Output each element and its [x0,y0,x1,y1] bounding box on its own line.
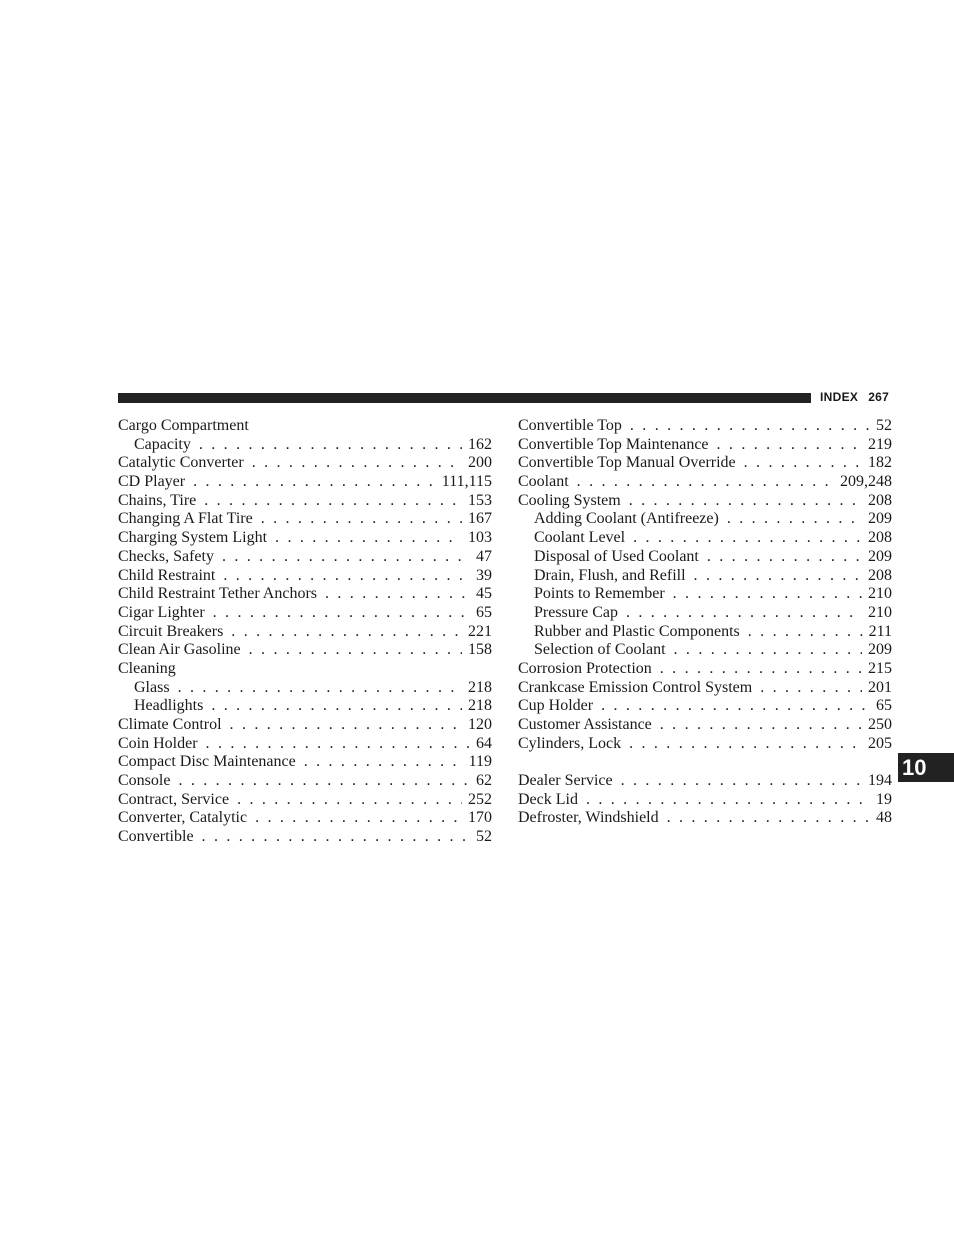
dot-leader [601,697,870,716]
entry-page: 39 [476,566,492,584]
entry-label: Convertible Top Maintenance [518,435,709,453]
entry-label: Converter, Catalytic [118,809,248,827]
entry-label: Cargo Compartment [118,417,249,434]
index-column-right [518,417,892,828]
dot-leader [748,623,863,642]
dot-leader [325,585,470,604]
index-entry [518,660,892,679]
dot-leader [304,753,463,772]
index-entry [118,716,492,735]
entry-page: 52 [476,828,492,846]
entry-page: 221 [468,622,492,640]
entry-label: Cleaning [118,659,176,677]
index-entry [518,791,892,810]
dot-leader [193,473,436,492]
entry-label: Child Restraint [118,566,216,584]
index-subentry [518,641,892,660]
entry-label: Changing A Flat Tire [118,510,253,528]
dot-leader [586,791,870,810]
entry-label: Corrosion Protection [518,659,652,677]
index-entry [518,697,892,716]
entry-label: Console [118,772,171,790]
entry-page: 47 [476,547,492,565]
dot-leader [621,772,862,791]
entry-label: Climate Control [118,716,222,733]
dot-leader [237,791,462,810]
entry-page: 209 [868,641,892,659]
entry-label: Defroster, Windshield [518,809,659,827]
entry-page: 167 [468,510,492,528]
index-subentry [518,604,892,623]
dot-leader [178,679,462,698]
index-entry [118,454,492,473]
entry-label: Compact Disc Maintenance [118,753,296,771]
entry-page: 65 [876,697,892,715]
dot-leader [275,529,462,548]
index-entry [118,641,492,660]
dot-leader [629,735,862,754]
chapter-tab: 10 [898,753,954,782]
entry-label: Dealer Service [518,772,613,790]
entry-label: Cooling System [518,491,621,509]
dot-leader [204,492,462,511]
index-entry [518,716,892,735]
entry-label: Coolant Level [534,529,626,547]
entry-page: 65 [476,603,492,621]
entry-page: 158 [468,641,492,659]
entry-page: 153 [468,491,492,509]
entry-page: 103 [468,529,492,547]
running-header [820,390,889,404]
entry-label: Cup Holder [518,697,594,715]
index-entry [518,735,892,754]
index-entry [118,660,492,679]
entry-page: 162 [468,435,492,453]
entry-label: Coolant [518,473,569,491]
entry-label: Cylinders, Lock [518,734,622,752]
index-entry [518,454,892,473]
entry-label: Selection of Coolant [534,641,666,659]
dot-leader [633,529,862,548]
index-entry [518,417,892,436]
index-subentry [118,436,492,455]
index-entry [118,473,492,492]
entry-page: 218 [468,678,492,696]
entry-label: Rubber and Plastic Components [534,622,740,640]
dot-leader [577,473,834,492]
index-subentry [118,679,492,698]
index-subentry [118,697,492,716]
dot-leader [694,567,862,586]
entry-label: Glass [134,678,170,696]
dot-leader [222,548,470,567]
index-entry [118,548,492,567]
entry-label: Customer Assistance [518,716,652,733]
entry-page: 252 [468,790,492,808]
index-entry [518,436,892,455]
dot-leader [630,417,870,436]
dot-leader [660,716,862,735]
entry-page: 62 [476,772,492,790]
dot-leader [744,454,862,473]
index-entry [118,735,492,754]
dot-leader [249,641,462,660]
index-entry [118,492,492,511]
entry-page: 201 [868,678,892,696]
dot-leader [660,660,862,679]
entry-page: 208 [868,491,892,509]
index-entry [118,529,492,548]
index-subentry [518,529,892,548]
entry-page: 120 [468,716,492,733]
dot-leader [707,548,862,567]
dot-leader [626,604,862,623]
entry-page: 209 [868,510,892,528]
entry-page: 210 [868,585,892,603]
dot-leader [261,510,462,529]
entry-page: 218 [468,697,492,715]
index-entry [118,791,492,810]
entry-label: Coin Holder [118,734,198,752]
section-title: INDEX [820,390,859,404]
dot-leader [206,735,470,754]
entry-page: 208 [868,529,892,547]
dot-leader [727,510,862,529]
entry-label: Child Restraint Tether Anchors [118,585,317,603]
entry-label: Circuit Breakers [118,622,224,640]
entry-page: 52 [876,417,892,434]
index-entry [118,772,492,791]
index-entry [118,417,492,436]
dot-leader [230,716,462,735]
entry-label: Convertible Top Manual Override [518,454,736,472]
entry-label: Pressure Cap [534,603,618,621]
entry-page: 211 [868,622,892,640]
entry-label: Crankcase Emission Control System [518,678,753,696]
entry-label: Convertible Top [518,417,622,434]
entry-label: Chains, Tire [118,491,197,509]
index-spacer [518,753,892,772]
entry-label: Points to Remember [534,585,665,603]
index-entry [118,809,492,828]
entry-label: Headlights [134,697,204,715]
dot-leader [673,585,862,604]
entry-page: 170 [468,809,492,827]
index-entry [118,585,492,604]
entry-page: 19 [876,790,892,808]
index-entry [118,828,492,847]
index-entry [118,753,492,772]
entry-page: 48 [876,809,892,827]
index-subentry [518,585,892,604]
entry-label: Cigar Lighter [118,603,205,621]
entry-page: 111,115 [441,473,492,491]
entry-label: Disposal of Used Coolant [534,547,699,565]
entry-page: 182 [868,454,892,472]
dot-leader [255,809,462,828]
index-entry [518,809,892,828]
dot-leader [223,567,470,586]
index-subentry [518,567,892,586]
index-entry [518,679,892,698]
entry-label: Capacity [134,435,191,453]
index-column-left [118,417,492,847]
index-entry [118,510,492,529]
index-entry [518,772,892,791]
index-subentry [518,510,892,529]
entry-page: 209 [868,547,892,565]
dot-leader [717,436,862,455]
entry-label: Adding Coolant (Antifreeze) [534,510,719,528]
entry-page: 205 [868,734,892,752]
entry-page: 200 [468,454,492,472]
index-subentry [518,623,892,642]
entry-page: 119 [468,753,492,771]
dot-leader [231,623,462,642]
dot-leader [667,809,870,828]
entry-page: 194 [868,772,892,790]
dot-leader [629,492,862,511]
index-entry [518,492,892,511]
dot-leader [202,828,470,847]
index-entry [118,623,492,642]
dot-leader [211,697,462,716]
dot-leader [199,436,462,455]
entry-page: 250 [868,716,892,733]
entry-label: Catalytic Converter [118,454,244,472]
entry-page: 45 [476,585,492,603]
entry-label: Convertible [118,828,194,846]
dot-leader [760,679,862,698]
index-subentry [518,548,892,567]
index-entry [118,604,492,623]
entry-page: 210 [868,603,892,621]
entry-page: 219 [868,435,892,453]
entry-page: 215 [868,659,892,677]
entry-label: Charging System Light [118,529,268,547]
dot-leader [252,454,462,473]
entry-label: CD Player [118,473,186,491]
entry-label: Checks, Safety [118,547,214,565]
index-entry [118,567,492,586]
entry-page: 208 [868,566,892,584]
entry-label: Drain, Flush, and Refill [534,566,686,584]
entry-page: 209,248 [840,473,892,491]
entry-label: Deck Lid [518,790,578,808]
dot-leader [674,641,862,660]
index-entry [518,473,892,492]
dot-leader [213,604,470,623]
dot-leader [178,772,470,791]
page-number: 267 [868,390,890,404]
header-rule [118,393,811,403]
entry-page: 64 [476,734,492,752]
entry-label: Contract, Service [118,790,230,808]
entry-label: Clean Air Gasoline [118,641,241,659]
